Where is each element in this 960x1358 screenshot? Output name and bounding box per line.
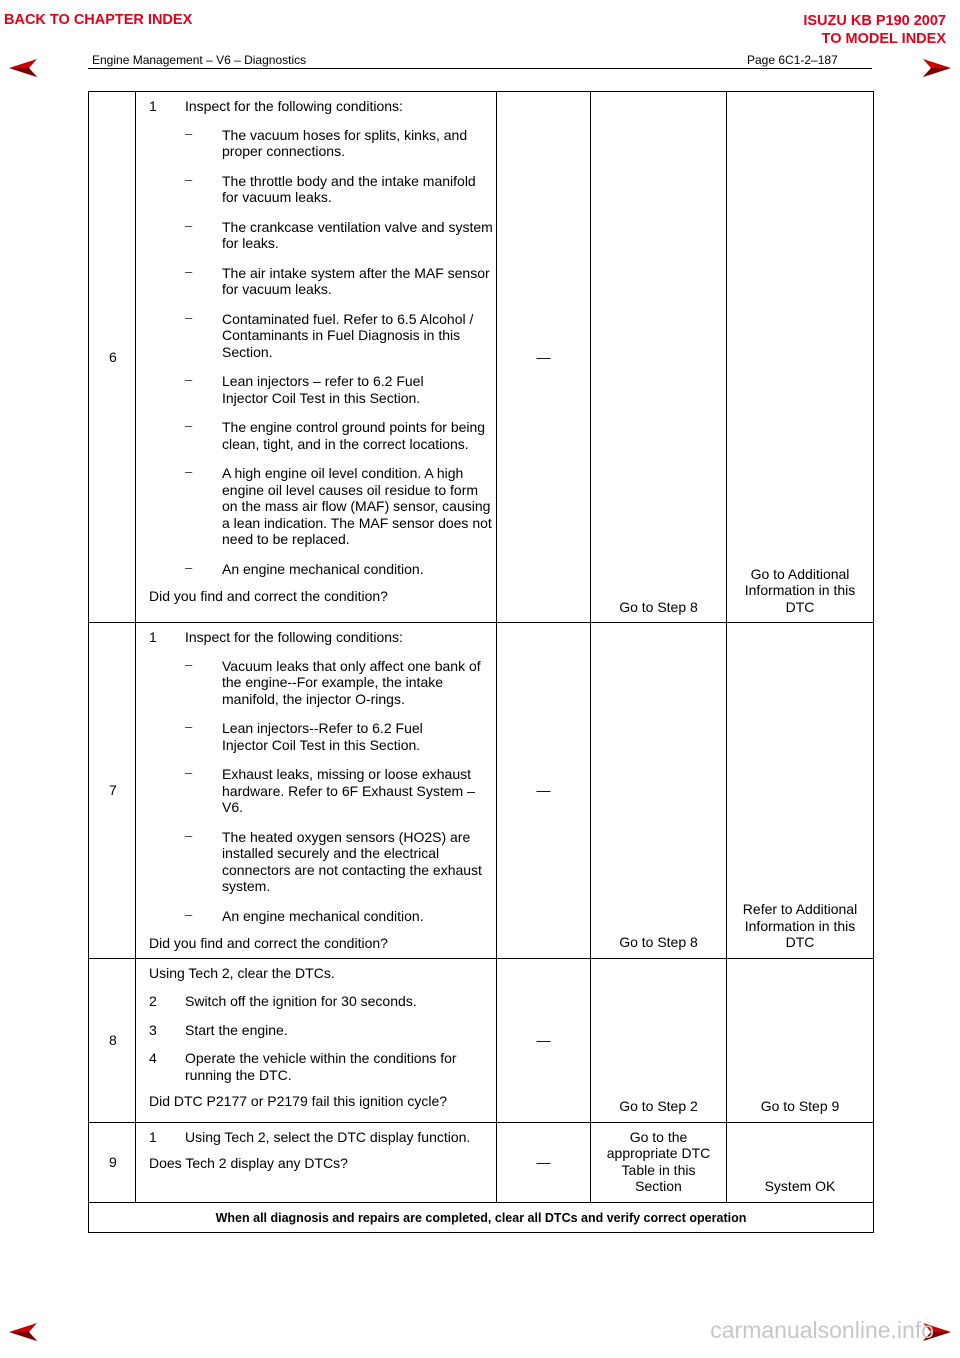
text-line: Operate the vehicle within the conditions for (185, 1050, 457, 1066)
step-action (136, 92, 497, 623)
yes-result (591, 958, 727, 1122)
to-model-index-link[interactable] (803, 12, 946, 48)
text-line: The throttle body and the intake manifold (222, 172, 476, 189)
text-line: Go to Step 8 (619, 598, 698, 615)
text-line: Table in this (621, 1161, 696, 1178)
text-line: Go to the (629, 1128, 688, 1145)
condition-item (185, 127, 494, 160)
dash-bullet-icon: – (185, 217, 193, 233)
yes-result (591, 92, 727, 623)
numbered-instruction (149, 1128, 494, 1146)
text-line: Section (635, 1178, 682, 1194)
condition-item (185, 720, 494, 753)
instruction-text (185, 1129, 494, 1146)
dash-bullet-icon: – (185, 906, 193, 922)
text-line: Using Tech 2, select the DTC display function. (185, 1128, 471, 1145)
step-number: 6 (89, 92, 136, 623)
text-line: V6. (222, 799, 244, 815)
condition-text (222, 465, 494, 548)
page-number: Page 6C1-2–187 (747, 53, 838, 67)
step-question: Did you find and correct the condition? (149, 935, 388, 951)
dash-bullet-icon: – (185, 418, 193, 433)
text-line: Start the engine. (185, 1021, 288, 1038)
step-action (136, 1122, 497, 1202)
text-line: hardware. Refer to 6F Exhaust System – (222, 782, 475, 799)
dash-bullet-icon: – (185, 372, 193, 387)
no-result (727, 623, 874, 959)
text-line: Information in this (744, 582, 856, 598)
condition-text (222, 419, 494, 452)
text-line: The crankcase ventilation valve and system (222, 218, 493, 235)
condition-item (185, 766, 494, 816)
text-line: The engine control ground points for being (222, 419, 486, 435)
text-line: Lean injectors--Refer to 6.2 Fuel (222, 720, 423, 736)
step-row (89, 1122, 874, 1202)
text-line: for vacuum leaks. (222, 189, 332, 205)
condition-item (185, 219, 494, 252)
text-line: A high engine oil level condition. A high (222, 465, 464, 481)
value-cell: — (497, 1122, 591, 1202)
arrow-left-icon[interactable] (8, 1322, 38, 1342)
condition-text (222, 561, 494, 578)
step-question: Did DTC P2177 or P2179 fail this ignition cycle? (149, 1093, 448, 1109)
no-result (727, 92, 874, 623)
yes-result (591, 623, 727, 959)
dash-bullet-icon: – (185, 464, 193, 479)
dash-bullet-icon: – (185, 719, 193, 734)
text-line: The air intake system after the MAF sensor (222, 264, 490, 281)
text-line: DTC (785, 934, 815, 950)
instruction-text (185, 1022, 494, 1039)
dash-bullet-icon: – (185, 263, 193, 279)
text-line: Section. (222, 343, 273, 360)
text-line: engine oil level causes oil residue to form (222, 481, 479, 498)
text-line: Go to Step 8 (619, 934, 698, 950)
text-line: Injector Coil Test in this Section. (222, 389, 421, 406)
condition-item (185, 265, 494, 298)
condition-text (222, 311, 494, 361)
model-index-label: TO MODEL INDEX (821, 31, 946, 47)
text-line: Lean injectors – refer to 6.2 Fuel (222, 373, 424, 389)
condition-item (185, 465, 494, 548)
text-line: manifold, the injector O-rings. (222, 690, 405, 707)
condition-text (222, 265, 494, 298)
numbered-instruction (149, 629, 494, 646)
step-action (136, 623, 497, 959)
condition-text (222, 908, 494, 925)
text-line: Go to Additional (750, 565, 850, 582)
instruction-text: Inspect for the following conditions: (185, 629, 403, 645)
dash-bullet-icon: – (185, 656, 193, 672)
text-line: Go to Step 2 (619, 1098, 698, 1114)
instruction-number: 1 (149, 98, 157, 114)
dash-bullet-icon: – (185, 765, 193, 780)
step-row (89, 92, 874, 623)
numbered-instruction (149, 98, 494, 115)
condition-item (185, 373, 494, 406)
dash-bullet-icon: – (185, 559, 193, 575)
condition-text (222, 829, 494, 895)
step-action (136, 958, 497, 1122)
condition-item (185, 311, 494, 361)
text-line: An engine mechanical condition. (222, 560, 424, 577)
numbered-instruction (149, 993, 494, 1010)
step-row (89, 623, 874, 959)
text-line: Contaminated fuel. Refer to 6.5 Alcohol / (222, 310, 474, 327)
text-line: Switch off the ignition for 30 seconds. (185, 993, 417, 1009)
step-row (89, 958, 874, 1122)
section-title: Engine Management – V6 – Diagnostics (92, 53, 307, 67)
text-line: The heated oxygen sensors (HO2S) are (222, 828, 471, 845)
text-line: Contaminants in Fuel Diagnosis in this (222, 327, 461, 343)
instruction-text (185, 993, 494, 1010)
text-line: An engine mechanical condition. (222, 907, 424, 924)
text-line: Exhaust leaks, missing or loose exhaust (222, 766, 472, 782)
text-line: connectors are not contacting the exhaust (222, 861, 482, 878)
condition-item (185, 658, 494, 708)
condition-item (185, 419, 494, 452)
text-line: proper connections. (222, 143, 345, 159)
text-line: need to be replaced. (222, 531, 350, 547)
instruction-number: 4 (149, 1050, 157, 1066)
step-question: Did you find and correct the condition? (149, 588, 388, 604)
instruction-number: 1 (149, 1128, 157, 1145)
value-cell: — (497, 92, 591, 623)
condition-item (185, 561, 494, 578)
dash-bullet-icon: – (185, 171, 193, 187)
text-line: for vacuum leaks. (222, 281, 332, 297)
numbered-instruction (149, 1050, 494, 1083)
text-line: a lean indication. The MAF sensor does not (222, 514, 492, 531)
text-line: on the mass air flow (MAF) sensor, causing (222, 498, 491, 514)
text-line: system. (222, 878, 271, 894)
value-cell: — (497, 623, 591, 959)
dash-bullet-icon: – (185, 309, 193, 325)
value-cell: — (497, 958, 591, 1122)
instruction-number: 2 (149, 993, 157, 1009)
watermark: carmanualsonline.info (710, 1317, 934, 1343)
no-result (727, 1122, 874, 1202)
condition-text (222, 373, 494, 406)
step-number: 9 (89, 1122, 136, 1202)
footer-note: When all diagnosis and repairs are completed, clear all DTCs and verify correct operation (89, 1202, 874, 1233)
condition-item (185, 829, 494, 895)
back-to-chapter-index-link[interactable]: BACK TO CHAPTER INDEX (4, 12, 193, 28)
text-line: DTC (785, 598, 815, 615)
condition-text (222, 658, 494, 708)
text-line: System OK (764, 1178, 836, 1194)
instruction-text: Using Tech 2, clear the DTCs. (149, 964, 335, 981)
model-title: ISUZU KB P190 2007 (803, 13, 946, 29)
condition-text (222, 219, 494, 252)
step-number: 7 (89, 623, 136, 959)
step-question: Does Tech 2 display any DTCs? (149, 1155, 348, 1171)
condition-item (185, 173, 494, 206)
text-line: installed securely and the electrical (222, 845, 440, 861)
instruction-number: 1 (149, 629, 157, 645)
diagnostic-table (88, 91, 874, 1233)
footer-row (89, 1202, 874, 1233)
instruction-text: Inspect for the following conditions: (185, 98, 403, 114)
text-line: Injector Coil Test in this Section. (222, 736, 421, 753)
arrow-right-icon[interactable] (922, 58, 952, 78)
text-line: Refer to Additional (742, 901, 858, 917)
text-line: appropriate DTC (606, 1145, 711, 1161)
yes-result (591, 1122, 727, 1202)
arrow-left-icon[interactable] (8, 58, 38, 78)
numbered-instruction (149, 1021, 494, 1039)
text-line: Information in this (744, 917, 856, 934)
step-number: 8 (89, 958, 136, 1122)
instruction-number: 3 (149, 1021, 157, 1038)
text-line: clean, tight, and in the correct locations. (222, 435, 469, 452)
text-line: the engine--For example, the intake (222, 674, 444, 690)
dash-bullet-icon: – (185, 827, 193, 843)
condition-text (222, 173, 494, 206)
text-line: Vacuum leaks that only affect one bank of (222, 657, 481, 674)
text-line: Go to Step 9 (760, 1098, 840, 1114)
text-line: running the DTC. (185, 1066, 292, 1083)
condition-item (185, 908, 494, 925)
header-rule (88, 68, 872, 69)
text-line: The vacuum hoses for splits, kinks, and (222, 126, 468, 143)
no-result (727, 958, 874, 1122)
condition-text (222, 720, 494, 753)
text-line: for leaks. (222, 235, 279, 251)
condition-text (222, 766, 494, 816)
dash-bullet-icon: – (185, 125, 193, 141)
instruction-text (185, 1050, 494, 1083)
condition-text (222, 127, 494, 160)
